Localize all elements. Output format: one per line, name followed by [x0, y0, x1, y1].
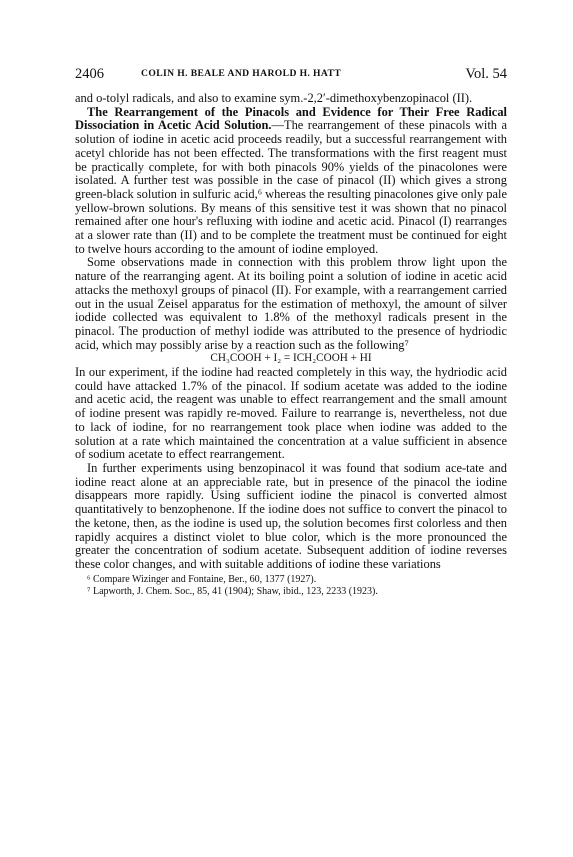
paragraph: [75, 106, 507, 257]
paragraph-text: In further experiments using benzopinacol it was found that sodium ace-tate and iodine react alone at an appreciable rate, but in presence of the pinacol the iodine disappears more rapidly. Using sufficient iodine the pinacol is converted almost quantitatively to benzophenone. If the iodine does not suffice to convert the pinacol to the ketone, then, as the iodine is used up, the solution becomes first colorless and then rapidly acquires a distinct violet to blue color, which is the more pronounced the greater the concentration of sodium acetate. Subsequent addition of iodine reverses these color changes, and with suitable additions of iodine these variations: [75, 460, 507, 571]
paragraph: [75, 462, 507, 572]
paragraph-text: Some observations made in connection with this problem throw light upon the nature of the rearranging agent. At its boiling point a solution of iodine in acetic acid attacks the methoxyl groups of pinacol (II). For example, with a rearrangement carried out in the usual Zeisel apparatus for the estimation of methoxyl, the amount of silver iodide collected was equivalent to 1.8% of the methoxyl radicals present in the pinacol. The production of methyl iodide was attributed to the presence of hydriodic acid, which may possibly arise by a reaction such as the following⁷: [75, 255, 507, 352]
page-number: 2406: [75, 66, 104, 82]
paragraph: [75, 366, 507, 462]
paragraph-text: and o-tolyl radicals, and also to examine sym.-2,2′-dimethoxybenzopinacol (II).: [75, 91, 473, 105]
paragraph: [75, 92, 507, 106]
running-head: COLIN H. BEALE AND HAROLD H. HATT: [141, 68, 342, 79]
footnote: ⁶ Compare Wizinger and Fontaine, Ber., 60, 1377 (1927).: [87, 573, 317, 585]
paragraph: [75, 256, 507, 352]
chemical-equation: CH₃COOH + I₂ = ICH₂COOH + HI: [210, 352, 372, 365]
footnotes: [75, 574, 507, 599]
section-heading: The Rearrangement of the Pinacols and Evidence for Their Free Radical Dissociation in Acetic Acid Solution.: [75, 104, 507, 133]
volume-label: Vol. 54: [465, 66, 507, 82]
footnote: ⁷ Lapworth, J. Chem. Soc., 85, 41 (1904); Shaw, ibid., 123, 2233 (1923).: [87, 586, 378, 598]
article-body: [75, 92, 507, 572]
journal-page: [75, 66, 507, 599]
paragraph-text: —The rearrangement of these pinacols with a solution of iodine in acetic acid proceeds readily, but a successful rearrangement with acetyl chloride has not been effected. The transformations with the first reagent must be practically complete, for with both pinacols 90% yields of the pinacolones were isolated. A further test was possible in the case of pinacol (II) which gives a strong green-black solution in sulfuric acid,⁶ whereas the resulting pinacolones give only pale yellow-brown solutions. By means of this sensitive test it was shown that no pinacol remained after one hour's refluxing with iodine and acetic acid. Pinacol (I) rearranges at a slower rate than (II) and to be complete the treatment must be continued for eight to twelve hours according to the amount of iodine employed.: [75, 118, 507, 256]
paragraph-text: In our experiment, if the iodine had reacted completely in this way, the hydriodic acid could have attacked 1.7% of the pinacol. If sodium acetate was added to the iodine and acetic acid, the reagent was unable to effect rearrangement and the small amount of iodine present was rapidly re-moved. Failure to rearrange is, nevertheless, not due to lack of iodine, for no rearrangement took place when iodine was added to the solution at a rate which maintained the concentration at a value sufficient in absence of sodium acetate to effect rearrangement.: [75, 365, 507, 462]
page-header: [75, 66, 507, 86]
